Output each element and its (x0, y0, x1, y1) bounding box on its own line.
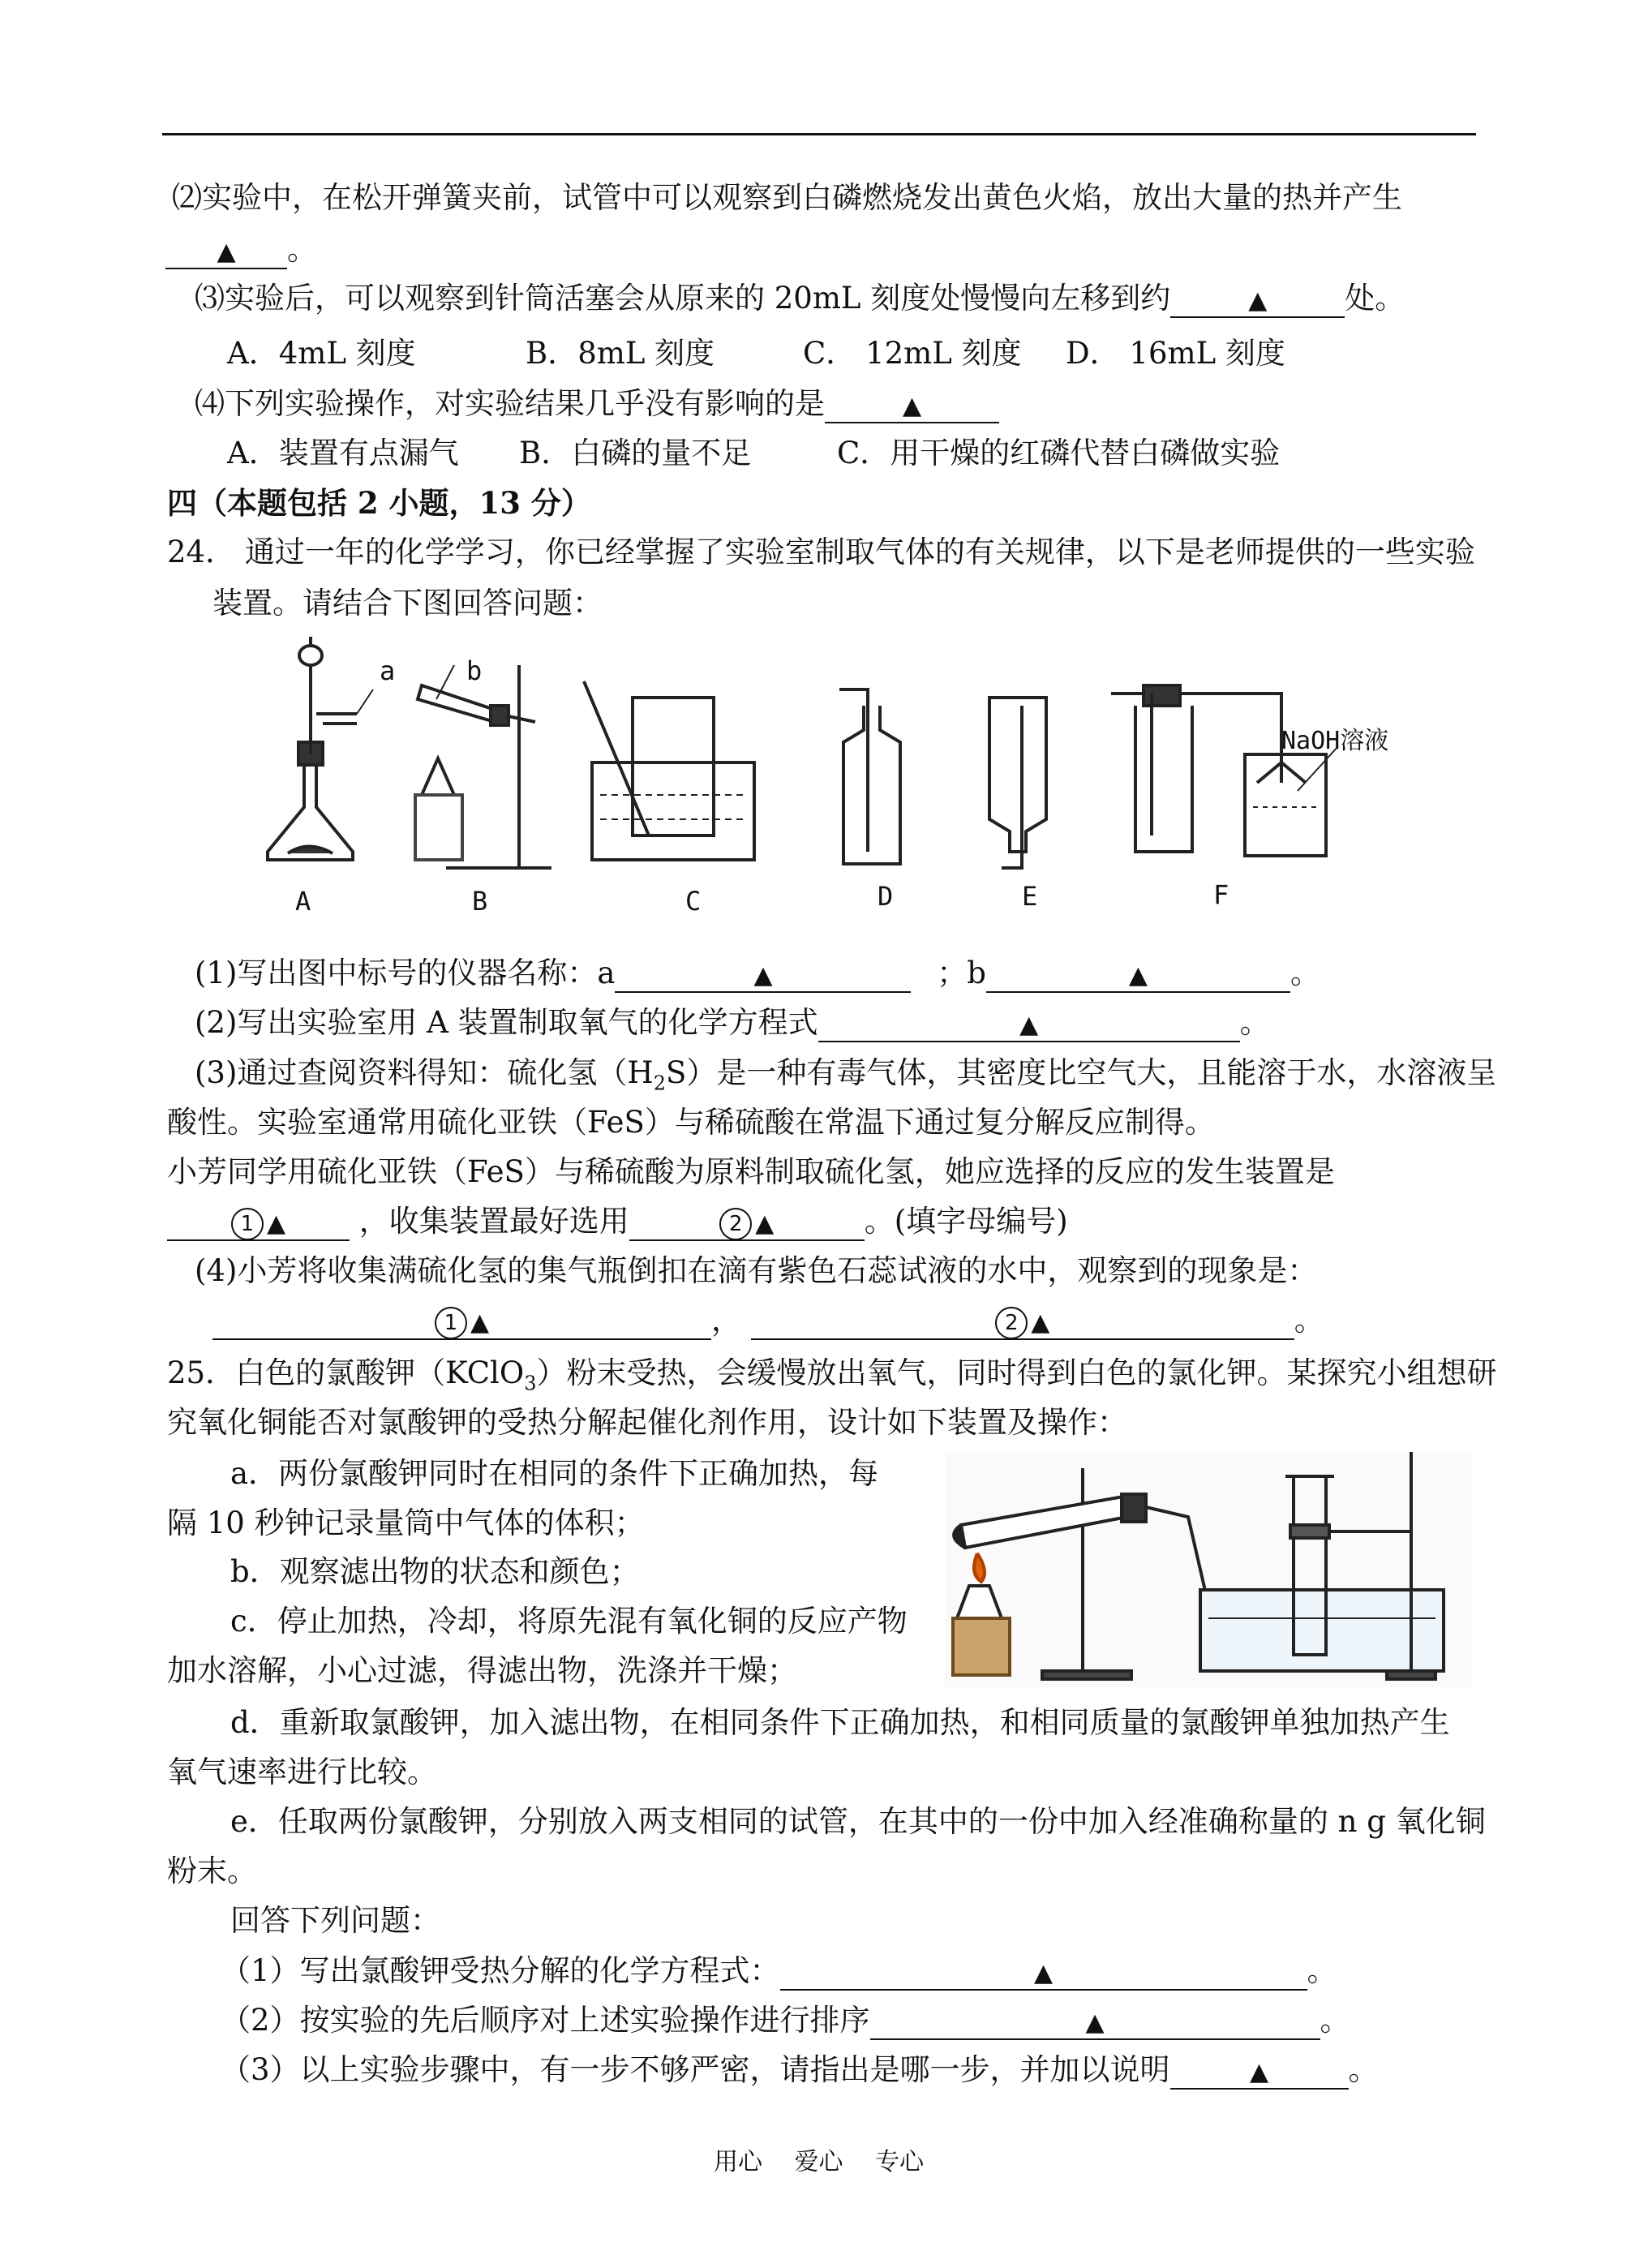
answer-blank[interactable]: ▲ (165, 232, 287, 269)
q24-part4: (4)小芳将收集满硫化氢的集气瓶倒扣在滴有紫色石蕊试液的水中，观察到的现象是： (195, 1253, 1318, 1288)
section-heading: 四（本题包括 2 小题，13 分） (167, 485, 591, 521)
answer-blank-2[interactable]: 2 ▲ (751, 1303, 1294, 1340)
q25-step-e-line1: e．任取两份氯酸钾，分别放入两支相同的试管，在其中的一份中加入经准确称量的 n g 氧化铜 (230, 1804, 1486, 1839)
q24-part3-line4: 1 ▲ ，收集装置最好选用 2 ▲ 。(填字母编号) (167, 1201, 1068, 1243)
q25-intro-line2: 究氧化铜能否对氯酸钾的受热分解起催化剂作用，设计如下装置及操作： (167, 1405, 1127, 1440)
apparatus-c-water-collection (584, 681, 754, 860)
q23-option-d: D． 16mL 刻度 (1066, 336, 1285, 371)
apparatus-figure (243, 633, 1411, 917)
q23-p4-option-c: C．用干燥的红磷代替白磷做实验 (837, 436, 1281, 470)
apparatus-label-f: F (1213, 879, 1229, 910)
q25-part1: （1）写出氯酸钾受热分解的化学方程式： ▲ 。 (221, 1950, 1337, 1992)
q25-step-c-line2: 加水溶解，小心过滤，得滤出物，洗涤并干燥； (167, 1653, 797, 1688)
answer-blank-1[interactable]: 1 ▲ (167, 1204, 350, 1241)
q25-step-d-line2: 氧气速率进行比较。 (167, 1755, 437, 1789)
kclo3-apparatus-figure (945, 1452, 1472, 1687)
q24-intro-line2: 装置。请结合下图回答问题： (212, 586, 603, 621)
apparatus-label-c: C (685, 886, 702, 917)
apparatus-label-a: A (295, 886, 311, 917)
answer-blank-a[interactable]: ▲ (615, 956, 911, 993)
answer-blank[interactable]: ▲ (870, 2003, 1320, 2040)
label-b: b (466, 655, 483, 686)
apparatus-label-d: D (878, 881, 894, 912)
q24-part3-line2: 酸性。实验室通常用硫化亚铁（FeS）与稀硫酸在常温下通过复分解反应制得。 (167, 1105, 1215, 1140)
q23-part2-line2: ▲ 。 (165, 229, 317, 271)
answer-blank[interactable]: ▲ (818, 1005, 1240, 1042)
apparatus-a-flask (268, 637, 373, 860)
apparatus-e-bottle (989, 698, 1046, 868)
q25-part3: （3）以上实验步骤中，有一步不够严密，请指出是哪一步，并加以说明 ▲ 。 (221, 2049, 1379, 2091)
q23-option-c: C． 12mL 刻度 (803, 336, 1022, 371)
q23-part4: ⑷下列实验操作，对实验结果几乎没有影响的是 ▲ (195, 383, 999, 425)
q23-part2-line1: ⑵实验中，在松开弹簧夹前，试管中可以观察到白磷燃烧发出黄色火焰，放出大量的热并产生 (172, 180, 1402, 215)
q25-step-e-line2: 粉末。 (167, 1853, 257, 1888)
q24-part3-line1: (3)通过查阅资料得知：硫化氢$(H_2S)$是一种有毒气体，其密度比空气大，且能溶于水，水溶液呈 (195, 1055, 1497, 1095)
q25-step-c-line1: c．停止加热，冷却，将原先混有氧化铜的反应产物 (230, 1604, 908, 1639)
q25-intro-line1: 25．白色的氯酸钾（KClO$_3$）粉末受热，会缓慢放出氧气，同时得到白色的氯化钾。某探究小组想研 (167, 1355, 1497, 1395)
page-footer: 用心 爱心 专心 (714, 2148, 925, 2176)
label-a: a (380, 655, 396, 686)
q25-step-b: b．观察滤出物的状态和颜色； (230, 1554, 640, 1589)
apparatus-label-e: E (1022, 881, 1038, 912)
answer-blank[interactable]: ▲ (780, 1953, 1307, 1991)
q24-intro-line1: 24． 通过一年的化学学习，你已经掌握了实验室制取气体的有关规律，以下是老师提供的一些实验 (167, 535, 1475, 569)
q23-p4-option-b: B．白磷的量不足 (519, 436, 752, 470)
answer-blank-1[interactable]: 1 ▲ (212, 1303, 711, 1340)
q25-part2: （2）按实验的先后顺序对上述实验操作进行排序 ▲ 。 (221, 2000, 1350, 2042)
answer-blank[interactable]: ▲ (1170, 2052, 1349, 2090)
q25-step-a-line1: a．两份氯酸钾同时在相同的条件下正确加热，每 (230, 1456, 879, 1491)
answer-blank[interactable]: ▲ (1170, 281, 1345, 318)
q23-part3: ⑶实验后，可以观察到针筒活塞会从原来的 20mL 刻度处慢慢向左移到约 ▲ 处。 (195, 277, 1405, 320)
apparatus-d-bottle (839, 689, 900, 864)
q24-part2: (2)写出实验室用 A 装置制取氧气的化学方程式 ▲ 。 (195, 1002, 1270, 1044)
naoh-label: NaOH溶液 (1281, 727, 1389, 755)
answer-blank-b[interactable]: ▲ (986, 956, 1290, 993)
header-rule (162, 133, 1476, 135)
q24-part3-line3: 小芳同学用硫化亚铁（FeS）与稀硫酸为原料制取硫化氢，她应选择的反应的发生装置是 (167, 1154, 1335, 1189)
q25-answer-intro: 回答下列问题： (230, 1903, 440, 1938)
q24-part4-answers: 1 ▲ ， 2 ▲ 。 (212, 1299, 1324, 1342)
apparatus-f-absorption (1111, 685, 1338, 856)
q25-step-a-line2: 隔 10 秒钟记录量筒中气体的体积； (167, 1506, 645, 1540)
q23-option-a: A．4mL 刻度 (227, 336, 416, 371)
q25-step-d-line1: d．重新取氯酸钾，加入滤出物，在相同条件下正确加热，和相同质量的氯酸钾单独加热产生 (230, 1705, 1450, 1740)
answer-blank[interactable]: ▲ (825, 386, 999, 423)
apparatus-b-heating (415, 665, 551, 868)
apparatus-label-b: B (472, 886, 488, 917)
q23-p4-option-a: A．装置有点漏气 (227, 436, 459, 470)
q23-option-b: B．8mL 刻度 (526, 336, 715, 371)
answer-blank-2[interactable]: 2 ▲ (629, 1204, 865, 1241)
q24-part1: (1)写出图中标号的仪器名称：a ▲ ；b ▲ 。 (195, 952, 1320, 994)
